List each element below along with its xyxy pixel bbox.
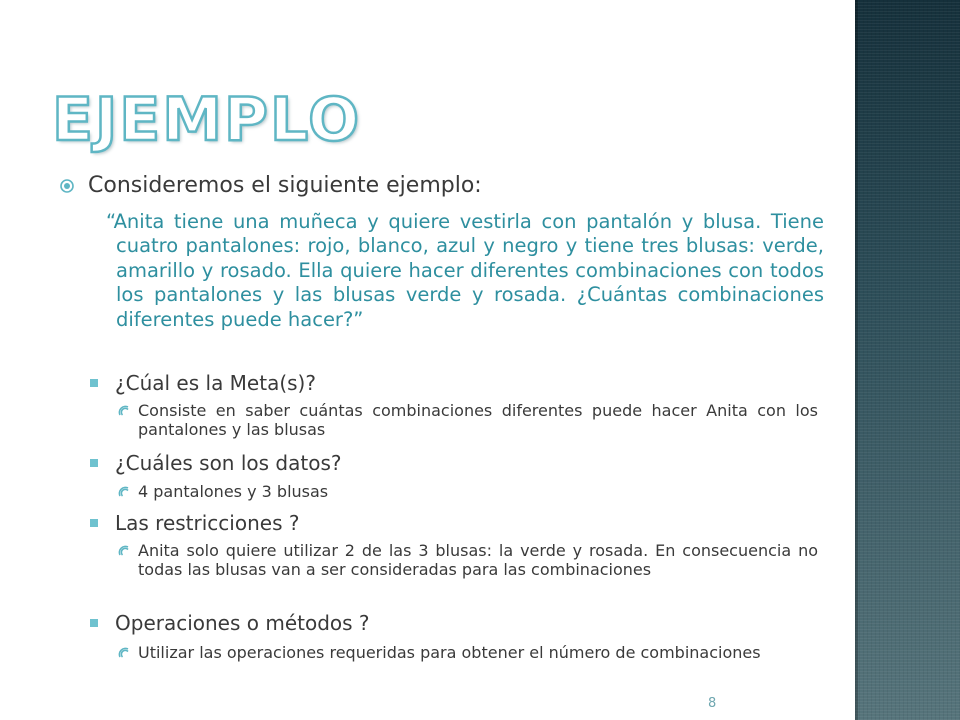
problem-quote: “Anita tiene una muñeca y quiere vestirla con pantalón y blusa. Tiene cuatro pantalones: rojo, blanco, azul y negro y tiene tres blusas: verde, amarillo y rosado. Ella quiere hacer diferentes combinaciones con todos los pantalones y las blusas verde y rosada. ¿Cuántas combinaciones diferentes puede hacer?” [106,210,824,331]
section-detail-text: Anita solo quiere utilizar 2 de las 3 blusas: la verde y rosada. En consecuencia no todas las blusas van a ser consideradas para las combinaciones [138,541,818,580]
page-number: 8 [708,696,717,711]
square-bullet-icon [90,619,98,627]
decorative-side-band [855,0,960,720]
section-detail-text: Consiste en saber cuántas combinaciones diferentes puede hacer Anita con los pantalones y las blusas [138,401,818,440]
arc-bullet-icon [118,405,130,417]
arc-bullet-icon [118,545,130,557]
section-heading-text: ¿Cúal es la Meta(s)? [115,371,316,395]
arc-bullet-icon [118,486,130,498]
section-heading-text: Operaciones o métodos ? [115,611,370,635]
intro-text: Consideremos el siguiente ejemplo: [88,173,482,198]
section-detail-text: 4 pantalones y 3 blusas [138,482,329,501]
section-heading-text: Las restricciones ? [115,511,300,535]
section-heading-text: ¿Cuáles son los datos? [115,451,342,475]
square-bullet-icon [90,459,98,467]
square-bullet-icon [90,519,98,527]
circled-dot-icon [60,179,74,193]
section-detail-text: Utilizar las operaciones requeridas para obtener el número de combinaciones [138,643,761,662]
square-bullet-icon [90,379,98,387]
arc-bullet-icon [118,647,130,659]
slide-title: EJEMPLO [52,85,362,155]
